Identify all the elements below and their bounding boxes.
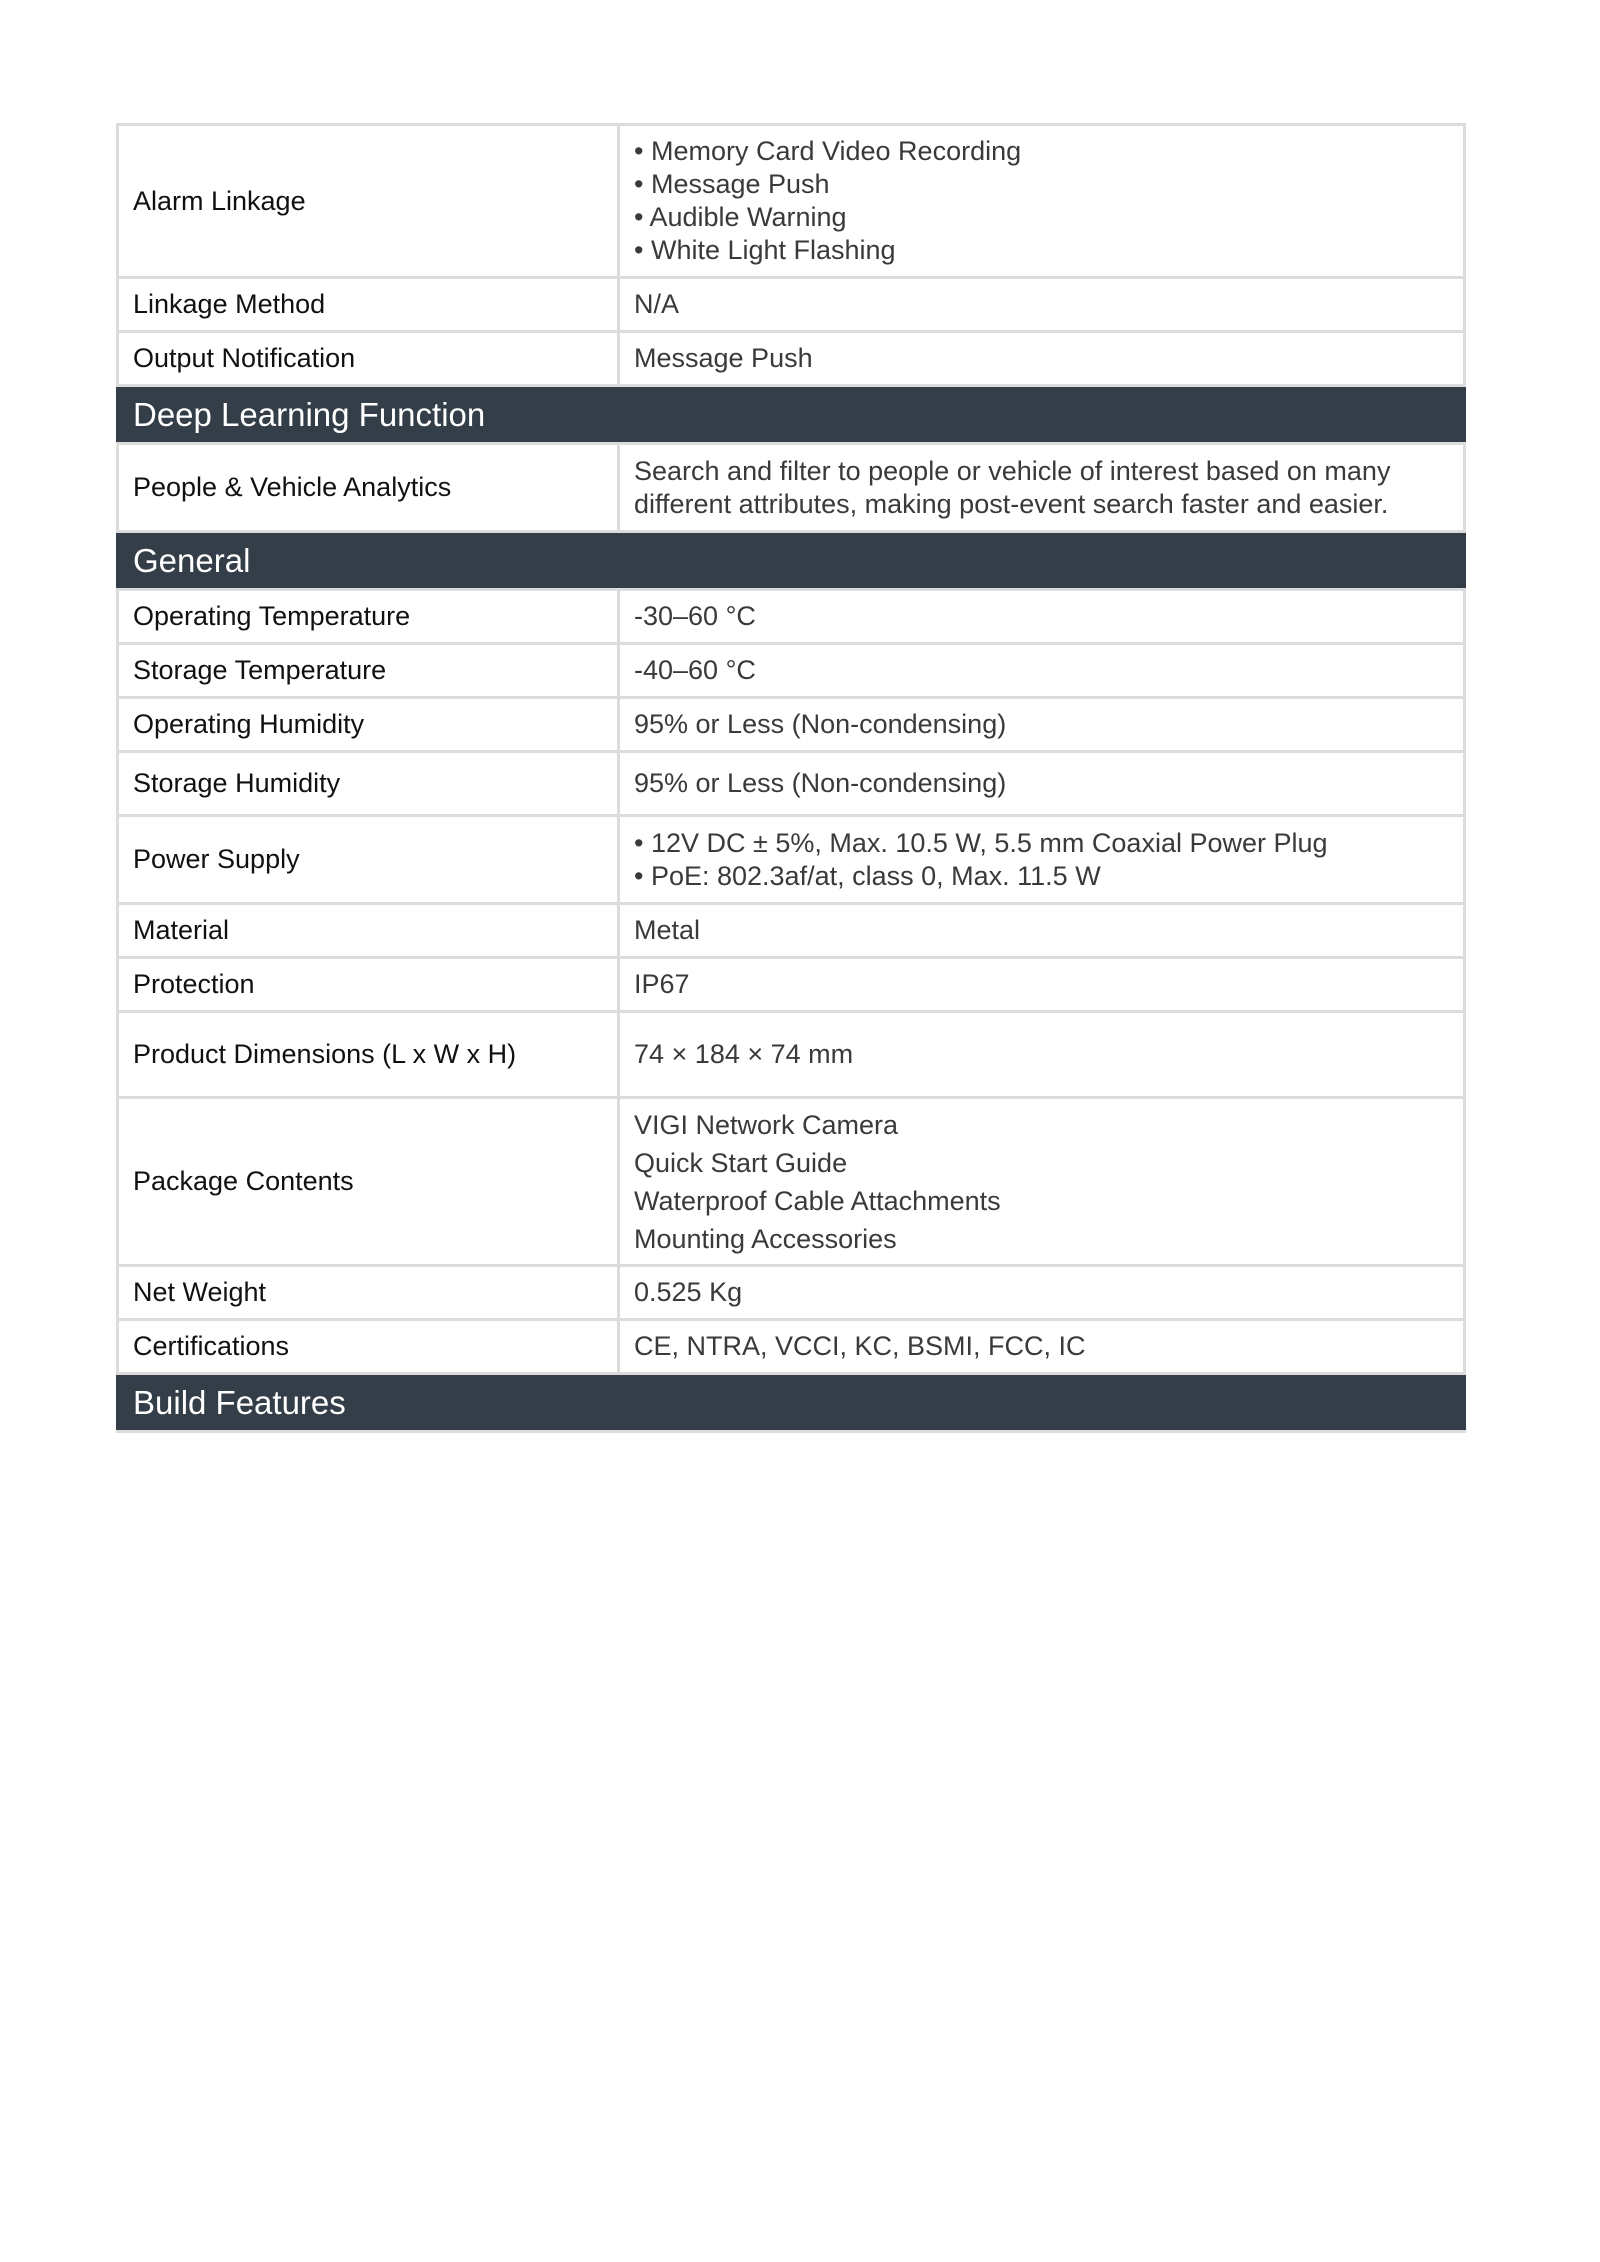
spec-row xyxy=(118,698,1465,752)
spec-value xyxy=(619,444,1465,532)
spec-row xyxy=(118,125,1465,278)
spec-label: Operating Temperature xyxy=(118,590,619,644)
spec-table xyxy=(116,123,1466,1433)
spec-value xyxy=(619,125,1465,278)
section-header xyxy=(118,386,1465,444)
spec-value xyxy=(619,1098,1465,1266)
bullet-item: • Audible Warning xyxy=(634,202,847,232)
spec-label: Power Supply xyxy=(118,816,619,904)
text-line: different attributes, making post-event search faster and easier. xyxy=(634,488,1389,519)
bullet-item: • White Light Flashing xyxy=(634,235,896,265)
spec-row xyxy=(118,1266,1465,1320)
section-title: Deep Learning Function xyxy=(118,386,1465,444)
spec-label: Material xyxy=(118,904,619,958)
spec-label: Protection xyxy=(118,958,619,1012)
spec-label: Linkage Method xyxy=(118,278,619,332)
spec-label: Operating Humidity xyxy=(118,698,619,752)
spec-row xyxy=(118,1012,1465,1098)
spec-row xyxy=(118,444,1465,532)
spec-value: -40–60 °C xyxy=(619,644,1465,698)
spec-row xyxy=(118,752,1465,816)
spec-row xyxy=(118,1320,1465,1374)
spec-value: 95% or Less (Non-condensing) xyxy=(619,698,1465,752)
spec-label: Product Dimensions (L x W x H) xyxy=(118,1012,619,1098)
spec-row xyxy=(118,332,1465,386)
section-header xyxy=(118,532,1465,590)
spec-row xyxy=(118,1098,1465,1266)
bullet-item: • Message Push xyxy=(634,169,830,199)
spec-label: Certifications xyxy=(118,1320,619,1374)
section-title: Build Features xyxy=(118,1374,1465,1432)
spec-value: Message Push xyxy=(619,332,1465,386)
spec-value: 74 × 184 × 74 mm xyxy=(619,1012,1465,1098)
spec-row xyxy=(118,644,1465,698)
spec-value: IP67 xyxy=(619,958,1465,1012)
spec-value: Metal xyxy=(619,904,1465,958)
spec-row xyxy=(118,958,1465,1012)
bullet-item: • PoE: 802.3af/at, class 0, Max. 11.5 W xyxy=(634,860,1101,891)
spec-row xyxy=(118,590,1465,644)
package-item: Quick Start Guide xyxy=(634,1147,848,1178)
spec-value: 0.525 Kg xyxy=(619,1266,1465,1320)
spec-label: People & Vehicle Analytics xyxy=(118,444,619,532)
package-item: Mounting Accessories xyxy=(634,1223,897,1254)
spec-row xyxy=(118,816,1465,904)
spec-label: Output Notification xyxy=(118,332,619,386)
spec-label: Net Weight xyxy=(118,1266,619,1320)
spec-value xyxy=(619,816,1465,904)
spec-label: Package Contents xyxy=(118,1098,619,1266)
package-item: Waterproof Cable Attachments xyxy=(634,1185,1001,1216)
section-header xyxy=(118,1374,1465,1432)
spec-value: N/A xyxy=(619,278,1465,332)
spec-value: 95% or Less (Non-condensing) xyxy=(619,752,1465,816)
text-line: Search and filter to people or vehicle of interest based on many xyxy=(634,455,1391,486)
bullet-item: • 12V DC ± 5%, Max. 10.5 W, 5.5 mm Coaxial Power Plug xyxy=(634,827,1328,858)
spec-row xyxy=(118,904,1465,958)
section-title: General xyxy=(118,532,1465,590)
spec-label: Alarm Linkage xyxy=(118,125,619,278)
spec-value: -30–60 °C xyxy=(619,590,1465,644)
package-item: VIGI Network Camera xyxy=(634,1109,899,1140)
spec-label: Storage Humidity xyxy=(118,752,619,816)
bullet-item: • Memory Card Video Recording xyxy=(634,136,1022,166)
spec-row xyxy=(118,278,1465,332)
spec-value: CE, NTRA, VCCI, KC, BSMI, FCC, IC xyxy=(619,1320,1465,1374)
spec-label: Storage Temperature xyxy=(118,644,619,698)
